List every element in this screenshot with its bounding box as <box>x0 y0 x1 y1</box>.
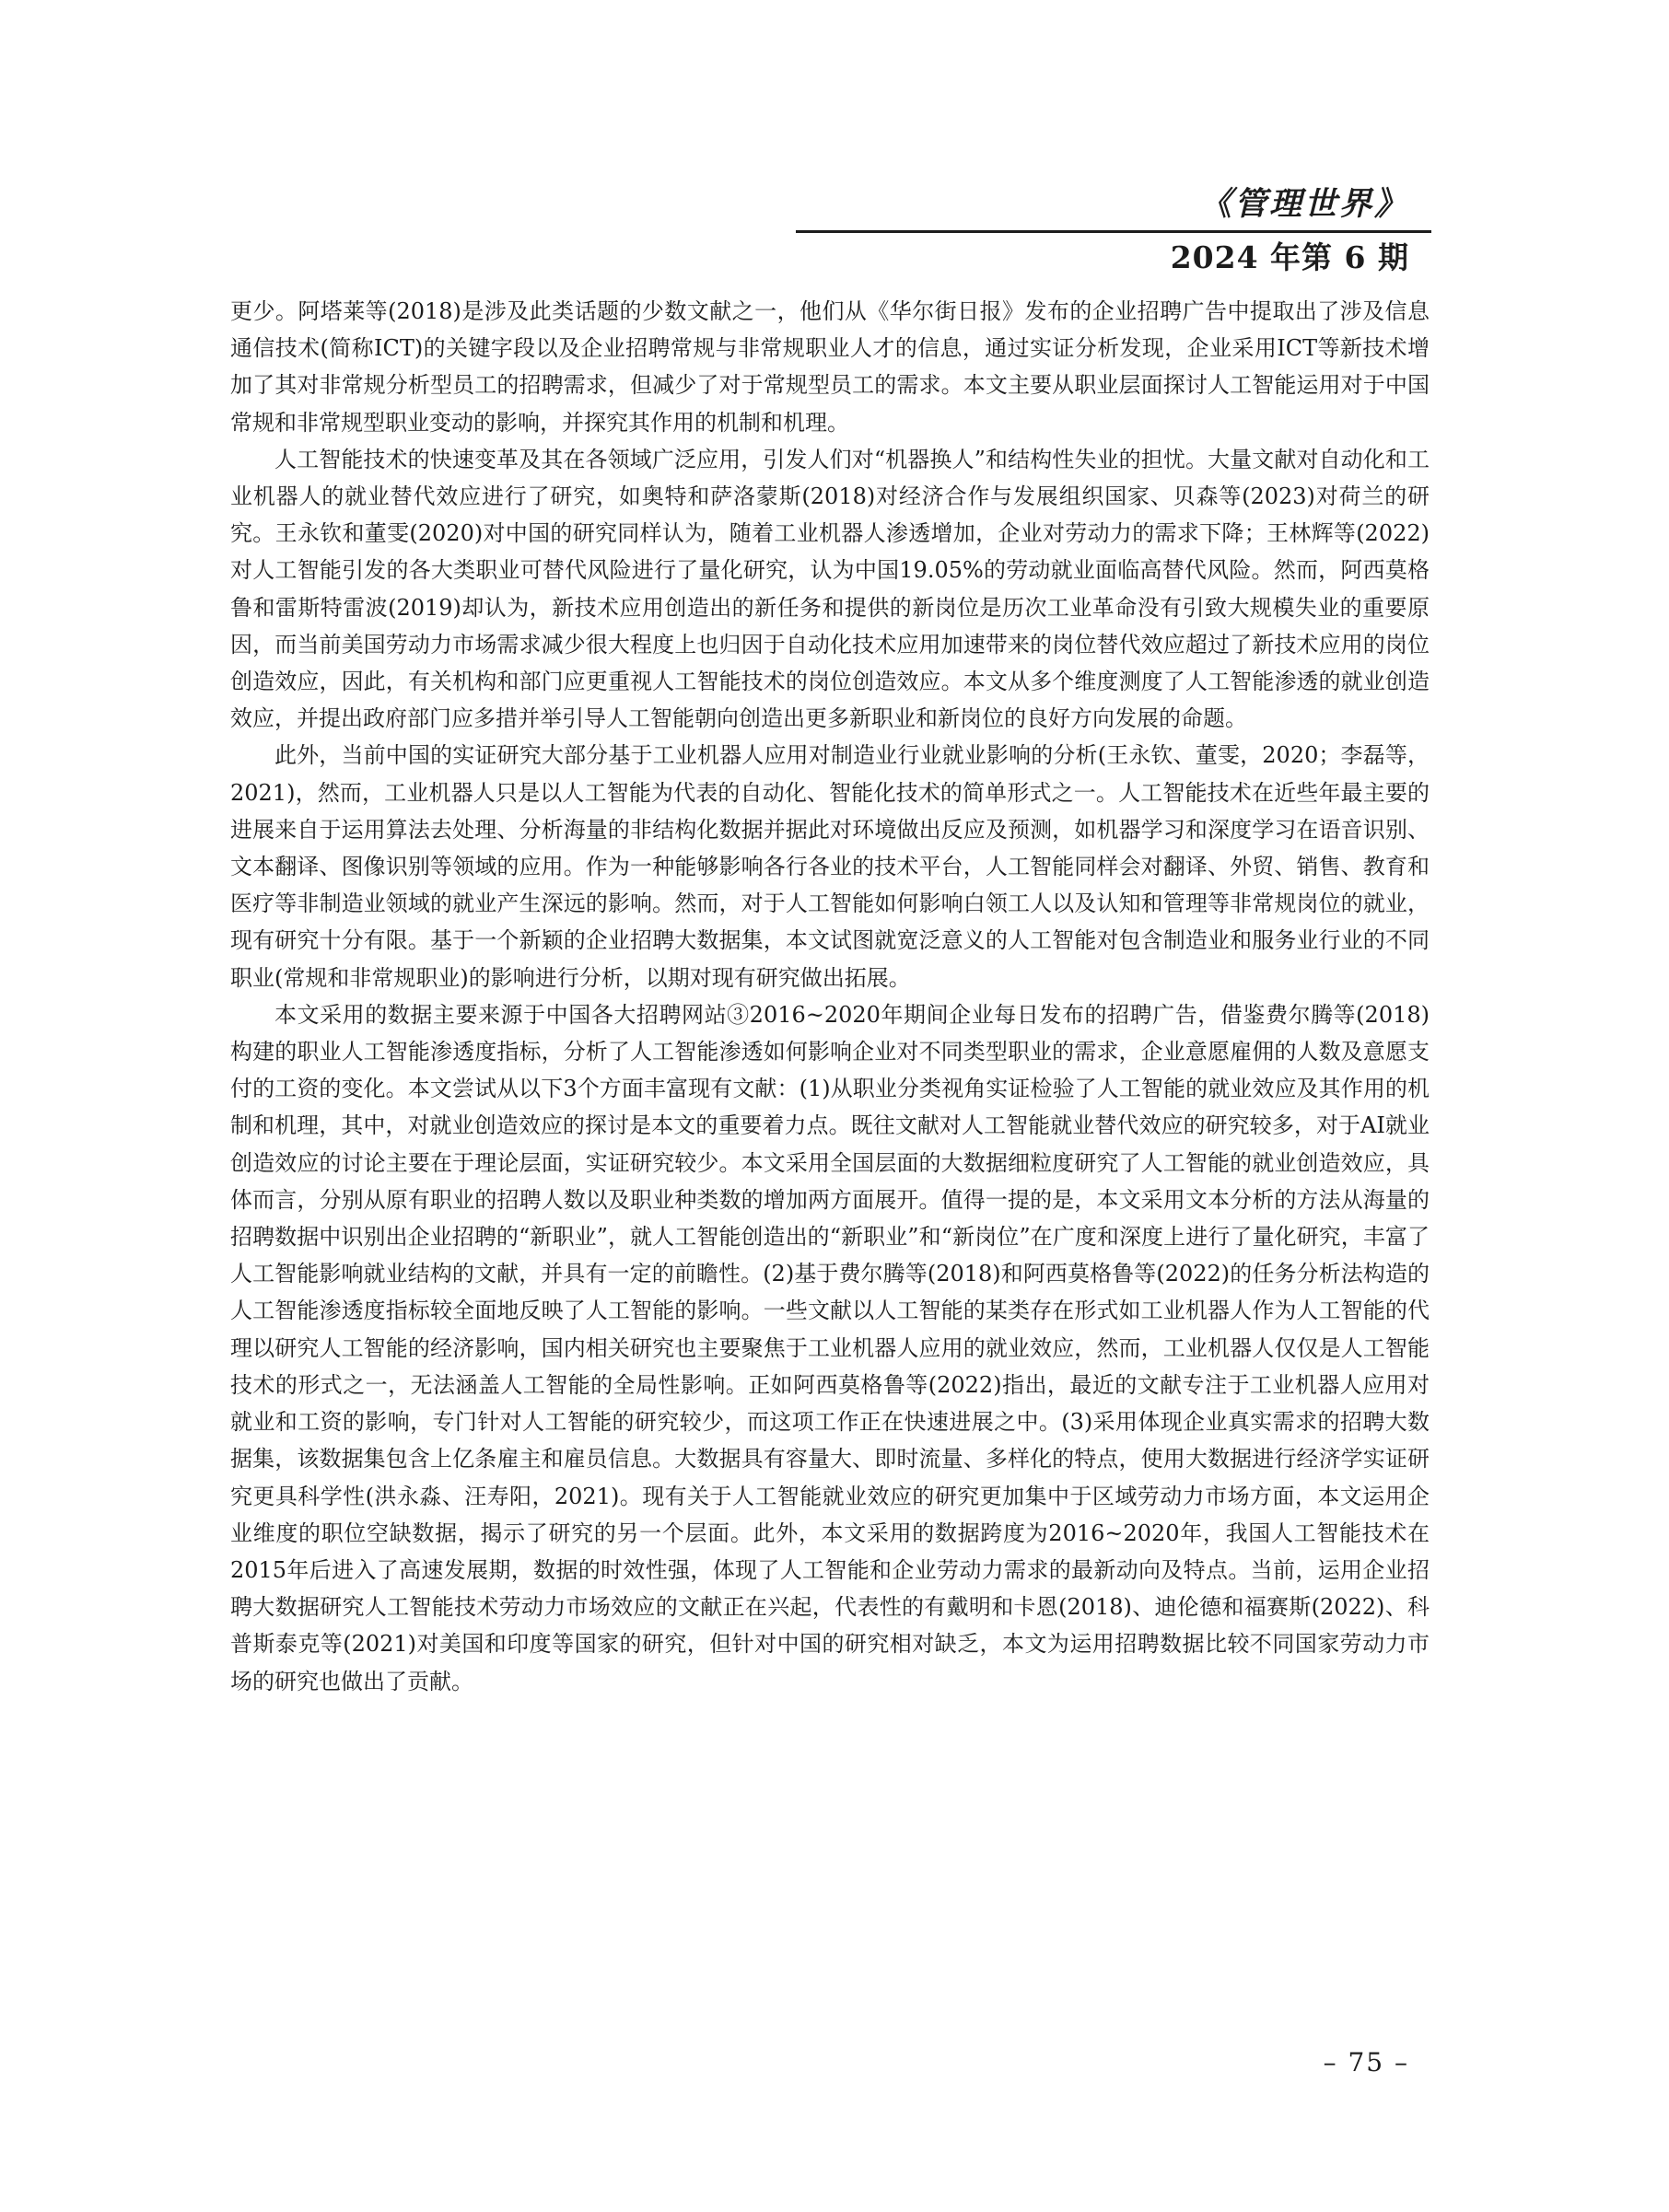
paragraph: 更少。阿塔莱等(2018)是涉及此类话题的少数文献之一，他们从《华尔街日报》发布的企业招聘广告中提取出了涉及信息通信技术(简称ICT)的关键字段以及企业招聘常规与非常规职业人才的信息，通过实证分析发现，企业采用ICT等新技术增加了其对非常规分析型员工的招聘需求，但减少了对于常规型员工的需求。本文主要从职业层面探讨人工智能运用对于中国常规和非常规型职业变动的影响，并探究其作用的机制和机理。 <box>230 298 1430 436</box>
journal-title: 《管理世界》 <box>1198 185 1409 223</box>
header-rule <box>796 230 1431 233</box>
issue-label: 2024 年第 6 期 <box>1170 239 1409 275</box>
running-header <box>967 182 1409 227</box>
article-body <box>230 293 1430 1700</box>
page-number: – 75 – <box>1323 2047 1409 2078</box>
paragraph: 人工智能技术的快速变革及其在各领域广泛应用，引发人们对“机器换人”和结构性失业的担忧。大量文献对自动化和工业机器人的就业替代效应进行了研究，如奥特和萨洛蒙斯(2018)对经济合作与发展组织国家、贝森等(2023)对荷兰的研究。王永钦和董雯(2020)对中国的研究同样认为，随着工业机器人渗透增加，企业对劳动力的需求下降；王林辉等(2022)对人工智能引发的各大类职业可替代风险进行了量化研究，认为中国19.05%的劳动就业面临高替代风险。然而，阿西莫格鲁和雷斯特雷波(2019)却认为，新技术应用创造出的新任务和提供的新岗位是历次工业革命没有引致大规模失业的重要原因，而当前美国劳动力市场需求减少很大程度上也归因于自动化技术应用加速带来的岗位替代效应超过了新技术应用的岗位创造效应，因此，有关机构和部门应更重视人工智能技术的岗位创造效应。本文从多个维度测度了人工智能渗透的就业创造效应，并提出政府部门应多措并举引导人工智能朝向创造出更多新职业和新岗位的良好方向发展的命题。 <box>230 446 1430 732</box>
paragraph: 本文采用的数据主要来源于中国各大招聘网站③2016~2020年期间企业每日发布的招聘广告，借鉴费尔腾等(2018)构建的职业人工智能渗透度指标，分析了人工智能渗透如何影响企业对不同类型职业的需求，企业意愿雇佣的人数及意愿支付的工资的变化。本文尝试从以下3个方面丰富现有文献：(1)从职业分类视角实证检验了人工智能的就业效应及其作用的机制和机理，其中，对就业创造效应的探讨是本文的重要着力点。既往文献对人工智能就业替代效应的研究较多，对于AI就业创造效应的讨论主要在于理论层面，实证研究较少。本文采用全国层面的大数据细粒度研究了人工智能的就业创造效应，具体而言，分别从原有职业的招聘人数以及职业种类数的增加两方面展开。值得一提的是，本文采用文本分析的方法从海量的招聘数据中识别出企业招聘的“新职业”，就人工智能创造出的“新职业”和“新岗位”在广度和深度上进行了量化研究，丰富了人工智能影响就业结构的文献，并具有一定的前瞻性。(2)基于费尔腾等(2018)和阿西莫格鲁等(2022)的任务分析法构造的人工智能渗透度指标较全面地反映了人工智能的影响。一些文献以人工智能的某类存在形式如工业机器人作为人工智能的代理以研究人工智能的经济影响，国内相关研究也主要聚焦于工业机器人应用的就业效应，然而，工业机器人仅仅是人工智能技术的形式之一，无法涵盖人工智能的全局性影响。正如阿西莫格鲁等(2022)指出，最近的文献专注于工业机器人应用对就业和工资的影响，专门针对人工智能的研究较少，而这项工作正在快速进展之中。(3)采用体现企业真实需求的招聘大数据集，该数据集包含上亿条雇主和雇员信息。大数据具有容量大、即时流量、多样化的特点，使用大数据进行经济学实证研究更具科学性(洪永淼、汪寿阳，2021)。现有关于人工智能就业效应的研究更加集中于区域劳动力市场方面，本文运用企业维度的职位空缺数据，揭示了研究的另一个层面。此外，本文采用的数据跨度为2016~2020年，我国人工智能技术在2015年后进入了高速发展期，数据的时效性强，体现了人工智能和企业劳动力需求的最新动向及特点。当前，运用企业招聘大数据研究人工智能技术劳动力市场效应的文献正在兴起，代表性的有戴明和卡恩(2018)、迪伦德和福赛斯(2022)、科普斯泰克等(2021)对美国和印度等国家的研究，但针对中国的研究相对缺乏，本文为运用招聘数据比较不同国家劳动力市场的研究也做出了贡献。 <box>230 1001 1430 1694</box>
paragraph: 此外，当前中国的实证研究大部分基于工业机器人应用对制造业行业就业影响的分析(王永钦、董雯，2020；李磊等，2021)，然而，工业机器人只是以人工智能为代表的自动化、智能化技术的简单形式之一。人工智能技术在近些年最主要的进展来自于运用算法去处理、分析海量的非结构化数据并据此对环境做出反应及预测，如机器学习和深度学习在语音识别、文本翻译、图像识别等领域的应用。作为一种能够影响各行各业的技术平台，人工智能同样会对翻译、外贸、销售、教育和医疗等非制造业领域的就业产生深远的影响。然而，对于人工智能如何影响白领工人以及认知和管理等非常规岗位的就业，现有研究十分有限。基于一个新颖的企业招聘大数据集，本文试图就宽泛意义的人工智能对包含制造业和服务业行业的不同职业(常规和非常规职业)的影响进行分析，以期对现有研究做出拓展。 <box>230 742 1430 991</box>
